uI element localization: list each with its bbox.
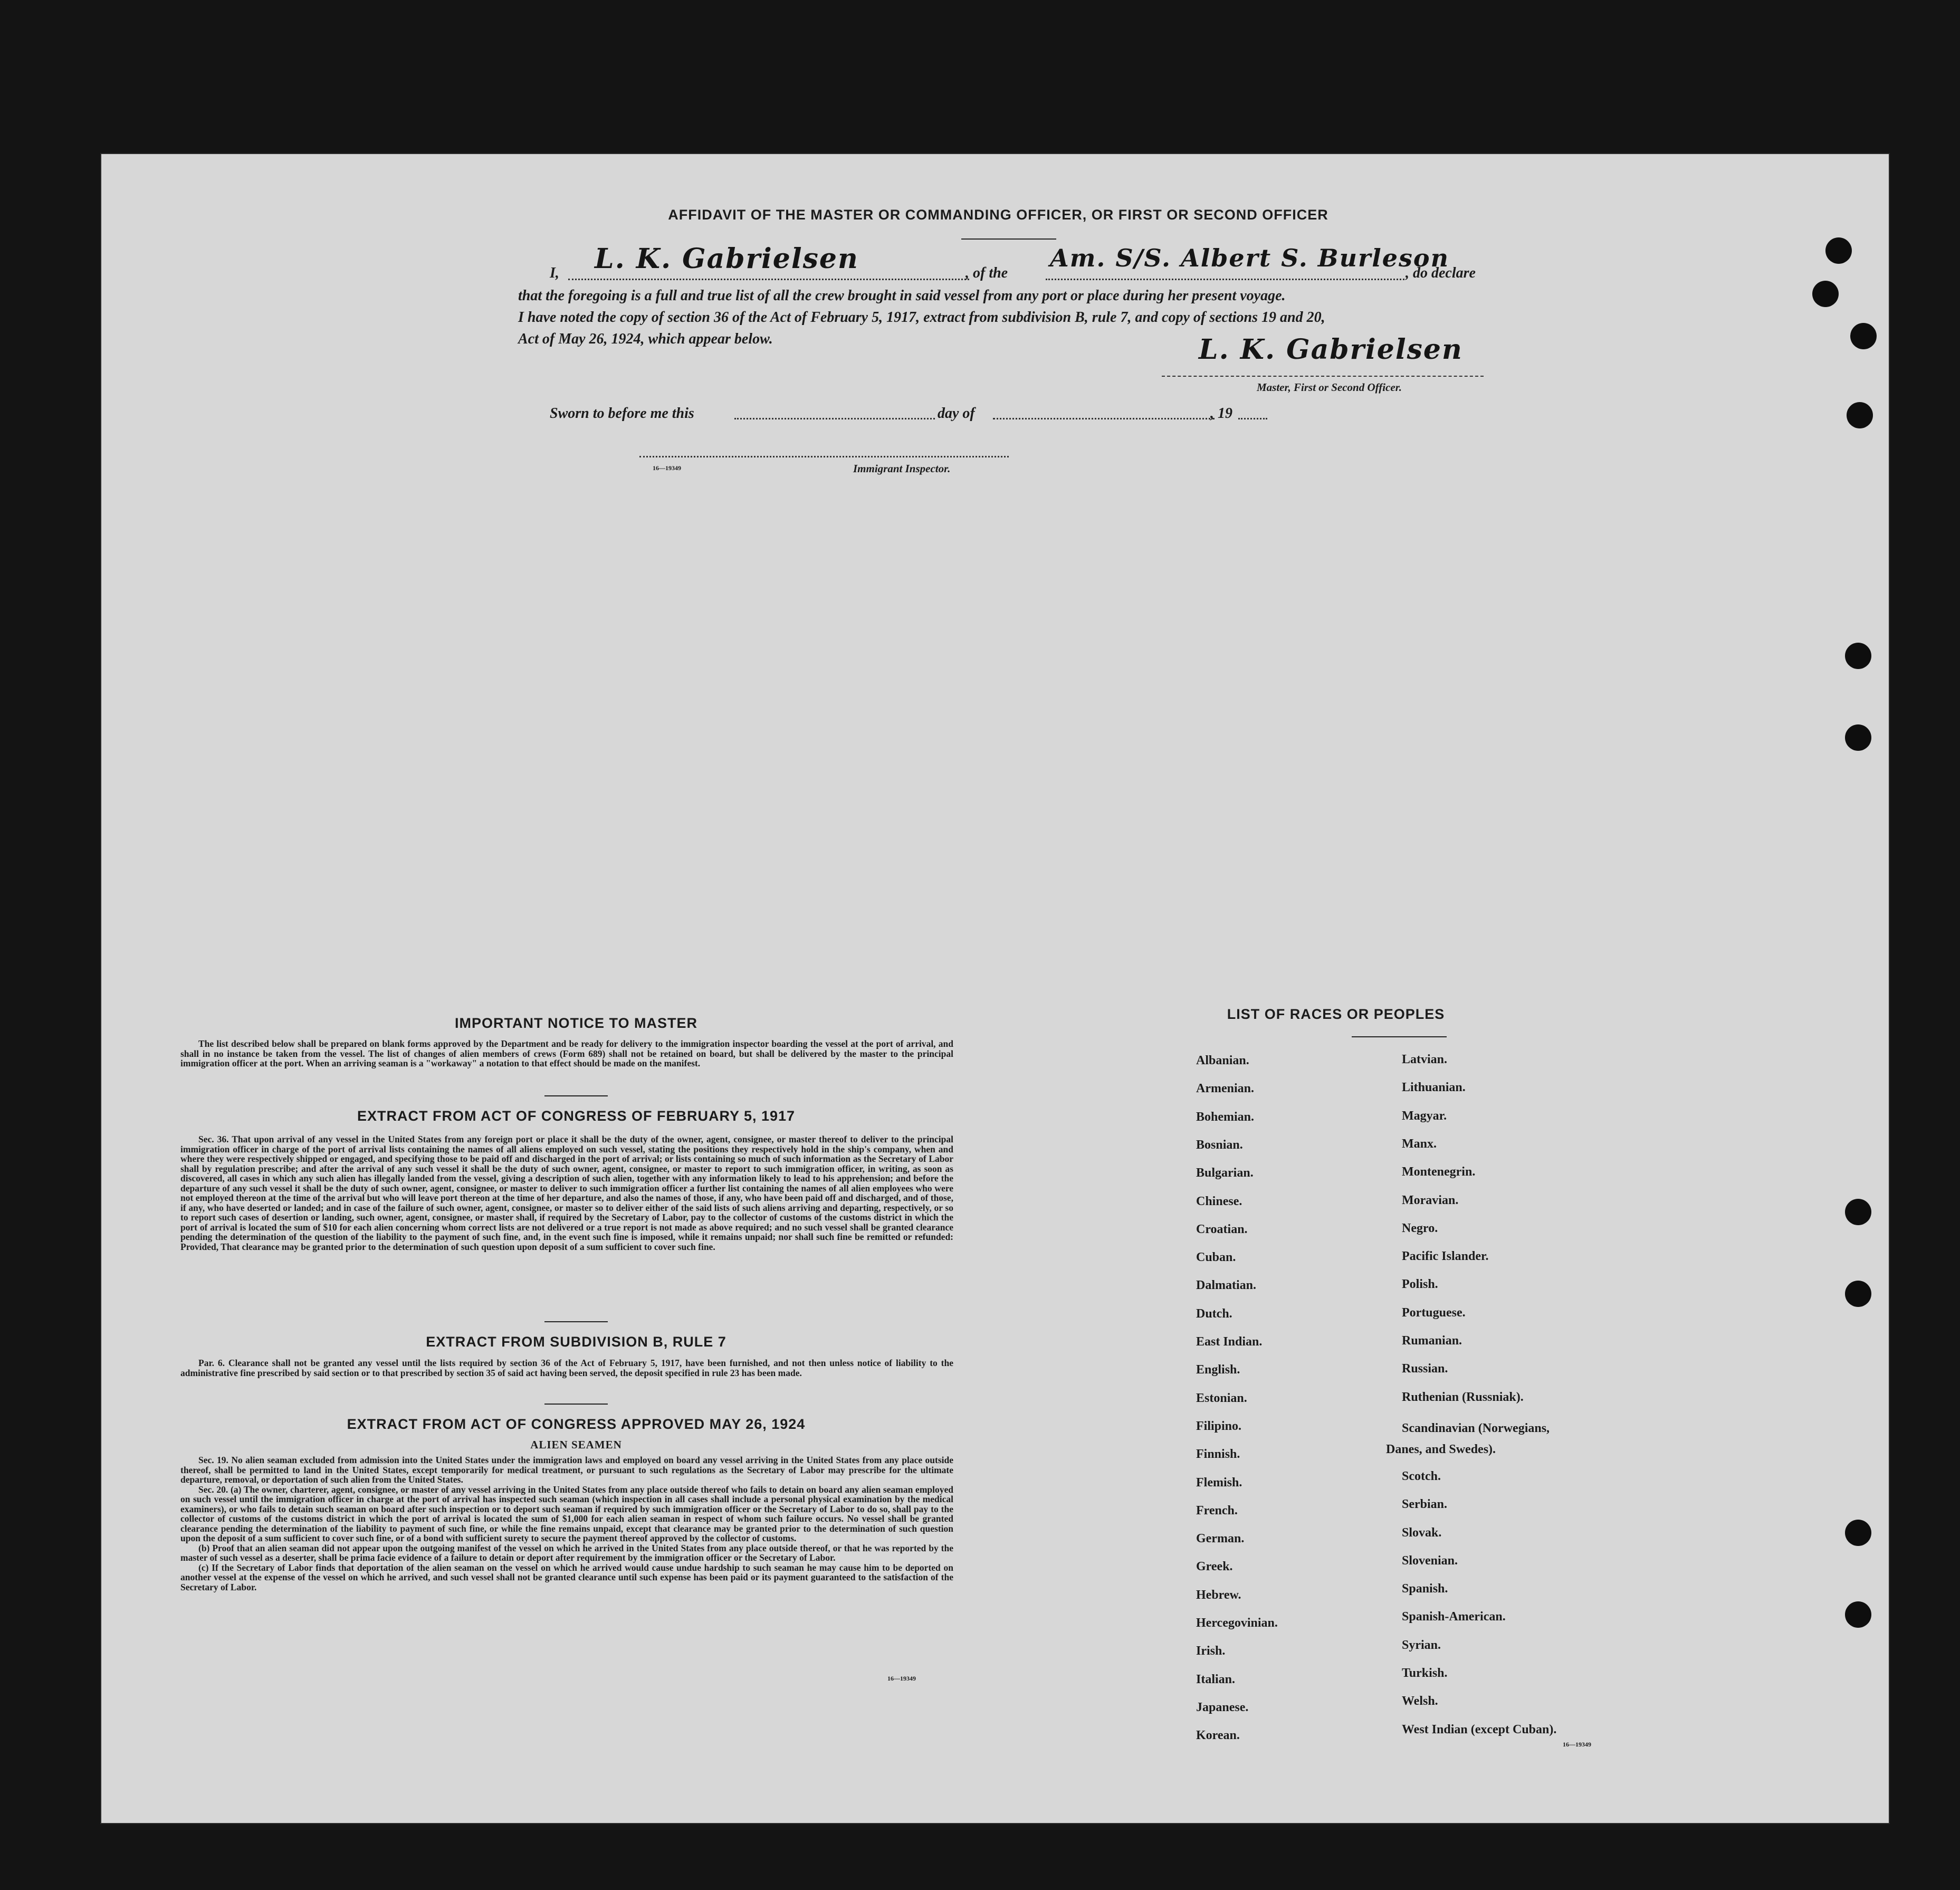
extract-form-number: 16—19349: [887, 1675, 916, 1682]
punch-hole: [1825, 237, 1852, 264]
race-item-right: Magyar.: [1402, 1109, 1447, 1123]
affidavit-title: AFFIDAVIT OF THE MASTER OR COMMANDING OFFICER, OR FIRST OR SECOND OFFICER: [668, 207, 1328, 223]
race-item-left: Croatian.: [1196, 1222, 1248, 1236]
extract-1917-title: EXTRACT FROM ACT OF CONGRESS OF FEBRUARY 5, 1917: [357, 1108, 796, 1124]
alien-seamen-subtitle: ALIEN SEAMEN: [530, 1438, 622, 1451]
race-item-right: Negro.: [1402, 1221, 1438, 1235]
vessel-name: Am. S/S. Albert S. Burleson: [1050, 244, 1450, 272]
document-page: [101, 154, 1889, 1823]
vessel-line: [1046, 279, 1404, 280]
race-item-left: German.: [1196, 1532, 1245, 1546]
race-item-right: Spanish.: [1402, 1582, 1448, 1596]
race-item-left: Hebrew.: [1196, 1588, 1241, 1602]
declarant-line: [568, 279, 969, 280]
year-prefix: , 19: [1210, 405, 1232, 422]
race-item-left: Finnish.: [1196, 1447, 1240, 1462]
race-item-left: Irish.: [1196, 1644, 1226, 1658]
race-item-right: Ruthenian (Russniak).: [1402, 1390, 1524, 1404]
race-item-right: Latvian.: [1402, 1053, 1448, 1066]
race-item-right: Moravian.: [1402, 1193, 1459, 1207]
sworn-day-line: [734, 418, 935, 419]
race-item-left: Greek.: [1196, 1560, 1233, 1574]
race-item-left: Hercegovinian.: [1196, 1616, 1278, 1630]
day-of: day of: [938, 405, 975, 422]
race-item-left: Bulgarian.: [1196, 1166, 1254, 1180]
extract-1924-title: EXTRACT FROM ACT OF CONGRESS APPROVED MAY 26, 1924: [347, 1416, 806, 1432]
race-item-right: Manx.: [1402, 1137, 1437, 1151]
notice-body: The list described below shall be prepared on blank forms approved by the Department and be ready for delivery to the immigration inspector boarding the vessel at the port of arrival, and shall in no instance be taken from the vessel. The list of changes of alien members of crews (Form 689) shall not be retained on board, but shall be delivered by the master to the principal immigration officer at the port. When an arriving seaman is a "workaway" a notation to that effect should be made on the manifest.: [180, 1038, 953, 1068]
race-item-left: Filipino.: [1196, 1419, 1242, 1433]
races-form-number: 16—19349: [1563, 1741, 1591, 1748]
affidavit-line-4: Act of May 26, 1924, which appear below.: [518, 331, 773, 347]
punch-hole: [1845, 1199, 1871, 1225]
race-item-scandinavian-cont: Danes, and Swedes).: [1386, 1443, 1496, 1456]
race-item-right: Pacific Islander.: [1402, 1249, 1489, 1264]
sworn-text: Sworn to before me this: [550, 405, 694, 422]
punch-hole: [1845, 1281, 1871, 1307]
sec-20c: (c) If the Secretary of Labor finds that deportation of the alien seaman on the vessel on which he arrived would cause undue hardship to such seaman he may cause him to be deported on another vessel at the expense of the vessel on which he arrived, and such vessel shall not be granted clearance until such expense has been paid or its payment guaranteed to the satisfaction of the Secretary of Labor.: [180, 1562, 953, 1592]
sworn-month-line: [993, 418, 1215, 419]
race-item-right: Montenegrin.: [1402, 1165, 1476, 1179]
race-item-left: Bosnian.: [1196, 1138, 1243, 1152]
sec-20b: (b) Proof that an alien seaman did not appear upon the outgoing manifest of the vessel on which he arrived in the United States from any place outside thereof, or that he was reported by the master of such vessel as a deserter, shall be prima facie evidence of a failure to detain or deport after requirement by the immigration officer or the Secretary of Labor.: [180, 1542, 953, 1563]
title-rule: [961, 238, 1056, 240]
race-item-left: Korean.: [1196, 1729, 1240, 1743]
race-item-left: Armenian.: [1196, 1082, 1254, 1096]
race-item-left: English.: [1196, 1363, 1240, 1377]
inspector-line: [639, 456, 1009, 457]
race-item-right: Rumanian.: [1402, 1334, 1462, 1348]
race-item-left: Bohemian.: [1196, 1110, 1255, 1124]
race-item-left: Flemish.: [1196, 1475, 1242, 1490]
sworn-year-line: [1238, 418, 1267, 419]
race-item-left: Japanese.: [1196, 1700, 1249, 1714]
master-signature: L. K. Gabrielsen: [1199, 333, 1463, 366]
race-item-left: Chinese.: [1196, 1194, 1242, 1208]
extract-1917-rule: [544, 1321, 608, 1322]
master-signature-line: [1162, 376, 1484, 377]
race-item-left: Albanian.: [1196, 1054, 1249, 1067]
extract-1917-body: Sec. 36. That upon arrival of any vessel in the United States from any foreign port or place it shall be the duty of the owner, agent, consignee, or master thereof to deliver to the principal immigration officer in charge of the port of arrival lists containing the names of all aliens employed on such vessel, stating the positions they respectively hold in the ship's company, when and where they were respectively shipped or engaged, and specifying those to be paid off and discharged in the port of arrival; or lists containing so much of such information as the Secretary of Labor shall by regulation prescribe; and after the arrival of any such vessel it shall be the duty of such owner, agent, consignee, or master to report to such immigration officer, in writing, as soon as discovered, all cases in which any such alien has illegally landed from the vessel, giving a description of such alien, together with any information likely to lead to his apprehension; and before the departure of any such vessel it shall be the duty of such owner, agent, consignee, or master to deliver to such immigration officer a further list containing the names of all alien employees who were not employed thereon at the time of the arrival but who will leave port thereon at the time of her departure, and also the names of those, if any, who have been paid off and discharged, and of those, if any, who have deserted or landed; and in case of the failure of such owner, agent, consignee, or master so to deliver either of the said lists of such aliens arriving and departing, respectively, or so to report such cases of desertion or landing, such owner, agent, consignee, or master shall, if required by the Secretary of Labor, pay to the collector of customs of the customs district in which the port of arrival is located the sum of $10 for each alien concerning whom correct lists are not delivered or a true report is not made as above required; and no such vessel shall be granted clearance pending the determination of the question of the liability to the payment of such fine, and, in the event such fine is imposed, while it remains unpaid; nor shall such fine be remitted or refunded: Provided, That clearance may be granted prior to the determination of such question upon deposit of a sum sufficient to cover such fine.: [180, 1134, 953, 1252]
race-item-right: Portuguese.: [1402, 1305, 1466, 1320]
punch-hole: [1845, 643, 1871, 669]
inspector-caption: Immigrant Inspector.: [853, 462, 951, 475]
race-item-left: East Indian.: [1196, 1335, 1263, 1349]
race-item-right: Serbian.: [1402, 1497, 1448, 1512]
affidavit-line-2: that the foregoing is a full and true list of all the crew brought in said vessel from any port or place during her present voyage.: [518, 288, 1286, 304]
race-item-right: Lithuanian.: [1402, 1081, 1466, 1095]
race-item-right: Russian.: [1402, 1362, 1448, 1376]
punch-hole: [1845, 1601, 1871, 1628]
declarant-signature: L. K. Gabrielsen: [595, 243, 859, 275]
race-item-right: Spanish-American.: [1402, 1610, 1506, 1624]
race-item-left: Dalmatian.: [1196, 1278, 1256, 1293]
race-item-right: Scandinavian (Norwegians,: [1402, 1421, 1550, 1435]
affidavit-line-3: I have noted the copy of section 36 of the Act of February 5, 1917, extract from subdivision B, rule 7, and copy of sections 19 and 20,: [518, 309, 1325, 326]
extract-rule7-rule: [544, 1404, 608, 1405]
affidavit-form-number: 16—19349: [653, 464, 681, 472]
of-the-label: , of the: [965, 265, 1008, 281]
extract-rule7-title: EXTRACT FROM SUBDIVISION B, RULE 7: [426, 1334, 726, 1350]
race-item-right: Turkish.: [1402, 1666, 1448, 1680]
do-declare: , do declare: [1406, 265, 1476, 281]
punch-hole: [1850, 323, 1877, 349]
extract-1924-body: [180, 1455, 953, 1592]
punch-hole: [1812, 281, 1839, 307]
punch-hole: [1845, 724, 1871, 751]
race-item-right: Polish.: [1402, 1277, 1438, 1292]
races-title: LIST OF RACES OR PEOPLES: [1227, 1006, 1445, 1022]
race-item-left: Italian.: [1196, 1672, 1236, 1686]
races-rule: [1352, 1036, 1447, 1037]
sec-20a: Sec. 20. (a) The owner, charterer, agent, consignee, or master of any vessel arriving in the United States from any place outside thereof who fails to detain on board any alien seaman employed on such vessel until the immigration officer in charge at the port of arrival has inspected such seaman (which inspection in all cases shall include a personal physical examination by the medical examiners), or who fails to detain such seaman on board after such inspection or to deport such seaman if required by such immigration officer or the Secretary of Labor to do so, shall pay to the collector of customs of the customs district in which the port of arrival is located the sum of $1,000 for each alien seaman in respect of whom such failure occurs. No vessel shall be granted clearance pending the determination of the liability to payment of such fine, or while the fine remains unpaid, except that clearance may be granted prior to the determination of such question upon the deposit of a sum sufficient to cover such fine, or of a bond with sufficient surety to secure the payment thereof approved by the collector of customs.: [180, 1484, 953, 1543]
race-item-left: Estonian.: [1196, 1391, 1247, 1405]
punch-hole: [1845, 1520, 1871, 1546]
race-item-right: Welsh.: [1402, 1694, 1438, 1708]
extract-rule7-body: Par. 6. Clearance shall not be granted any vessel until the lists required by section 36 of the Act of February 5, 1917, have been furnished, and not then unless notice of liability to the administrative fine prescribed by said section or to that prescribed by section 35 of said act having been served, the deposit specified in rule 23 has been made.: [180, 1358, 953, 1378]
race-item-right: West Indian (except Cuban).: [1402, 1722, 1557, 1736]
race-item-right: Syrian.: [1402, 1638, 1441, 1652]
race-item-right: Slovenian.: [1402, 1553, 1458, 1568]
i-label: I,: [550, 265, 559, 281]
notice-rule: [544, 1095, 608, 1096]
sec-19: Sec. 19. No alien seaman excluded from admission into the United States under the immigration laws and employed on board any vessel arriving in the United States from any place outside thereof, shall be permitted to land in the United States, except temporarily for medical treatment, or pursuant to such regulations as the Secretary of Labor may prescribe for the ultimate departure, removal, or deportation of such alien from the United States.: [180, 1455, 953, 1485]
race-item-right: Slovak.: [1402, 1525, 1442, 1540]
race-item-left: Cuban.: [1196, 1251, 1236, 1265]
notice-title: IMPORTANT NOTICE TO MASTER: [455, 1015, 697, 1031]
master-caption: Master, First or Second Officer.: [1257, 381, 1402, 394]
punch-hole: [1847, 402, 1873, 428]
race-item-right: Scotch.: [1402, 1469, 1441, 1483]
race-item-left: French.: [1196, 1503, 1238, 1517]
race-item-left: Dutch.: [1196, 1306, 1232, 1321]
